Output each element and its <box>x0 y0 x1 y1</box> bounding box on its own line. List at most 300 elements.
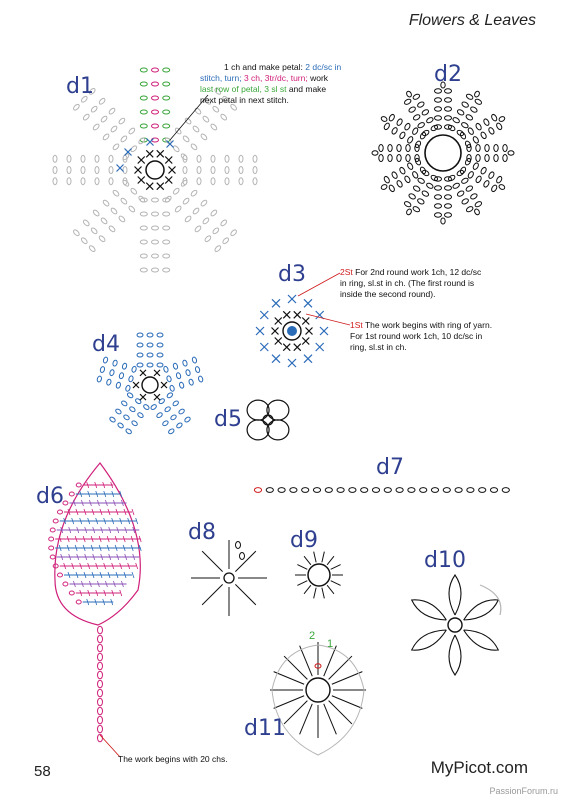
chain-stitch <box>121 400 128 407</box>
chain-stitch <box>466 206 474 213</box>
chain-stitch <box>474 98 482 105</box>
chain-stitch <box>176 422 183 429</box>
chain-stitch <box>491 184 498 192</box>
chain-stitch <box>212 227 220 235</box>
chain-stitch <box>98 626 103 634</box>
chain-stitch <box>455 488 462 493</box>
chain-stitch <box>212 105 220 113</box>
chain-stitch <box>81 155 85 162</box>
chain-stitch <box>57 573 62 577</box>
chain-stitch <box>325 488 332 493</box>
chain-stitch <box>379 145 383 152</box>
d11-row-1: 1 <box>327 638 334 650</box>
d10-petal <box>412 600 447 620</box>
chain-stitch <box>406 208 413 215</box>
chain-stitch <box>129 406 136 413</box>
stitch-post <box>274 672 304 685</box>
chain-stitch <box>476 145 480 152</box>
chain-stitch <box>380 116 387 123</box>
chain-stitch <box>53 564 58 568</box>
chain-stitch <box>115 408 122 415</box>
chain-stitch <box>125 428 132 435</box>
chain-stitch <box>184 215 192 223</box>
chain-stitch <box>408 193 416 200</box>
stitch-post <box>297 565 307 570</box>
watermark: PassionForum.ru <box>489 786 558 796</box>
chain-stitch <box>210 123 218 131</box>
ring <box>425 135 461 171</box>
stitch-post <box>132 572 134 578</box>
chain-stitch <box>490 488 497 493</box>
chain-stitch <box>53 167 57 174</box>
stitch-post <box>314 552 316 563</box>
chain-stitch <box>72 103 80 111</box>
stitch-post <box>202 584 223 605</box>
chain-stitch <box>119 372 125 379</box>
chain-stitch <box>152 226 159 230</box>
chain-stitch <box>147 343 153 347</box>
chain-stitch <box>98 716 103 724</box>
chain-stitch <box>63 582 68 586</box>
chain-stitch <box>182 197 190 205</box>
chain-stitch <box>49 546 54 550</box>
chain-stitch <box>406 90 413 97</box>
chain-stitch <box>435 116 442 120</box>
chain-stitch <box>130 187 138 195</box>
chain-stitch <box>313 488 320 493</box>
chain-stitch <box>140 240 147 244</box>
chain-stitch <box>98 662 103 670</box>
d6-pointer-line <box>100 735 120 757</box>
chain-stitch <box>106 379 112 386</box>
chain-stitch <box>81 167 85 174</box>
d11-row-2: 2 <box>309 630 316 642</box>
chain-stitch <box>118 117 126 125</box>
chain-stitch <box>467 127 474 135</box>
stitch-post <box>322 588 324 599</box>
stitch-post <box>274 696 304 709</box>
chain-stitch <box>140 124 147 128</box>
chain-stitch <box>163 124 170 128</box>
chain-stitch <box>152 82 159 86</box>
chain-stitch <box>396 488 403 493</box>
chain-stitch <box>220 113 228 121</box>
chain-stitch <box>109 155 113 162</box>
chain-stitch <box>253 167 257 174</box>
chain-stitch <box>98 635 103 643</box>
chain-stitch <box>413 114 421 121</box>
chain-stitch <box>474 90 481 97</box>
chain-stitch <box>169 385 175 392</box>
chain-stitch <box>172 187 180 195</box>
chain-stitch <box>452 182 460 189</box>
label-d8: d8 <box>188 520 216 545</box>
chain-stitch <box>406 145 410 152</box>
ring <box>142 377 158 393</box>
chain-stitch <box>408 106 416 113</box>
chain-stitch <box>170 414 177 421</box>
chain-stitch <box>98 707 103 715</box>
d10-petal <box>449 635 461 675</box>
chain-stitch <box>176 372 182 379</box>
chain-stitch <box>172 145 180 153</box>
d5-petal <box>267 420 289 440</box>
d5-petal <box>247 420 269 440</box>
chain-stitch <box>480 131 487 139</box>
chain-stitch <box>239 155 243 162</box>
chain-stitch <box>337 488 344 493</box>
chain-stitch <box>211 155 215 162</box>
chain-stitch <box>76 483 81 487</box>
chain-stitch <box>98 97 106 105</box>
chain-stitch <box>140 212 147 216</box>
chain-stitch <box>380 184 387 191</box>
chain-stitch <box>408 488 415 493</box>
stitch-post <box>284 656 307 679</box>
chain-stitch <box>383 176 390 184</box>
chain-stitch <box>435 89 442 93</box>
chain-stitch <box>452 117 460 124</box>
chain-stitch <box>152 254 159 258</box>
chain-stitch <box>479 488 486 493</box>
stitch-post <box>132 509 134 515</box>
chain-stitch <box>397 145 401 152</box>
chain-stitch <box>253 178 257 185</box>
chain-stitch <box>163 226 170 230</box>
chain-stitch <box>109 178 113 185</box>
chain-stitch <box>76 600 81 604</box>
chain-stitch <box>397 155 401 162</box>
stitch-post <box>329 656 352 679</box>
stitch-post <box>300 704 313 734</box>
chain-stitch <box>137 412 144 419</box>
chain-stitch <box>220 219 228 227</box>
chain-stitch <box>188 379 194 386</box>
chain-stitch <box>412 206 420 213</box>
chain-stitch <box>488 127 495 135</box>
chain-stitch <box>417 122 425 129</box>
ring <box>263 415 273 425</box>
chain-stitch <box>413 185 421 192</box>
chain-stitch <box>388 145 392 152</box>
chain-stitch <box>488 171 495 179</box>
chain-stitch <box>157 353 163 357</box>
d10-petal <box>464 600 499 620</box>
site-name: MyPicot.com <box>430 758 528 777</box>
chain-stitch <box>388 155 392 162</box>
d5-petal <box>267 400 289 420</box>
stitch-post <box>327 585 334 594</box>
chain-stitch <box>236 542 241 549</box>
label-d1: d1 <box>66 74 94 99</box>
d3-pointer-1st <box>306 314 350 325</box>
chain-stitch <box>163 240 170 244</box>
chain-stitch <box>100 217 108 225</box>
chain-stitch <box>412 93 420 100</box>
chain-stitch <box>361 488 368 493</box>
chain-stitch <box>470 106 478 113</box>
chain-stitch <box>197 167 201 174</box>
chain-stitch <box>290 488 297 493</box>
chain-stitch <box>112 360 118 367</box>
chain-stitch <box>214 245 222 253</box>
chain-stitch <box>407 136 414 144</box>
chain-stitch <box>399 167 406 175</box>
chain-stitch <box>445 186 452 190</box>
stitch-post <box>324 704 337 734</box>
chain-stitch <box>98 653 103 661</box>
chain-stitch <box>202 217 210 225</box>
chain-stitch <box>92 209 100 217</box>
chain-stitch <box>404 98 412 105</box>
chain-stitch <box>95 167 99 174</box>
stitch-post <box>284 701 307 724</box>
chain-stitch <box>396 180 403 188</box>
chain-stitch <box>445 213 452 217</box>
chain-stitch <box>467 171 474 179</box>
chain-stitch <box>349 488 356 493</box>
chain-stitch <box>197 155 201 162</box>
stitch-post <box>314 588 316 599</box>
chain-stitch <box>50 528 55 532</box>
stitch-post <box>331 565 341 570</box>
chain-stitch <box>102 199 110 207</box>
chain-stitch <box>399 131 406 139</box>
chain-stitch <box>183 167 187 174</box>
chain-stitch <box>388 184 395 192</box>
chain-stitch <box>441 218 445 224</box>
chain-stitch <box>102 133 110 141</box>
chain-stitch <box>156 412 163 419</box>
chain-stitch <box>240 553 245 560</box>
chain-stitch <box>466 93 474 100</box>
chain-stitch <box>163 96 170 100</box>
chain-stitch <box>49 537 54 541</box>
chain-stitch <box>168 428 175 435</box>
chain-stitch <box>108 107 116 115</box>
chain-stitch <box>391 127 398 135</box>
chain-stitch <box>198 376 204 383</box>
chain-stitch <box>498 116 505 123</box>
chain-stitch <box>445 89 452 93</box>
chain-stitch <box>467 488 474 493</box>
chain-stitch <box>81 178 85 185</box>
stitch-post <box>304 585 311 594</box>
chain-stitch <box>435 98 442 102</box>
chain-stitch <box>391 171 398 179</box>
d10-petal <box>449 575 461 615</box>
chain-stitch <box>182 135 190 143</box>
chain-stitch <box>157 343 163 347</box>
d10-diagram <box>412 575 501 675</box>
stitch-post <box>332 696 362 709</box>
chain-stitch <box>210 209 218 217</box>
d10-petal <box>464 630 499 650</box>
chain-stitch <box>98 671 103 679</box>
chain-stitch <box>157 333 163 337</box>
chain-stitch <box>123 414 130 421</box>
chain-stitch <box>138 195 146 203</box>
chain-stitch <box>163 110 170 114</box>
chain-stitch <box>112 143 120 151</box>
chain-stitch <box>202 115 210 123</box>
chain-stitch <box>53 178 57 185</box>
chain-stitch <box>426 117 434 124</box>
chain-stitch <box>476 155 480 162</box>
chain-stitch <box>140 68 147 72</box>
chain-stitch <box>95 178 99 185</box>
chain-stitch <box>470 193 478 200</box>
chain-stitch <box>421 190 429 197</box>
chain-stitch <box>109 369 115 376</box>
chain-stitch <box>138 137 146 145</box>
chain-stitch <box>164 406 171 413</box>
chain-stitch <box>82 113 90 121</box>
chain-stitch <box>131 366 137 373</box>
stitch-post <box>322 552 324 563</box>
chain-stitch <box>179 382 185 389</box>
chain-stitch <box>195 366 201 373</box>
chain-stitch <box>173 363 179 370</box>
d1-note: 1 ch and make petal: 2 dc/sc in stitch, turn; 3 ch, 3tr/dc, turn; work last row of petal, 3 sl st and make next petal in next stitch. <box>200 62 342 105</box>
d3-diagram <box>256 295 328 367</box>
label-d5: d5 <box>214 407 242 432</box>
chain-stitch <box>445 204 452 208</box>
chain-stitch <box>485 155 489 162</box>
chain-stitch <box>404 175 411 183</box>
chain-stitch <box>50 555 55 559</box>
stitch-post <box>235 584 256 605</box>
chain-stitch <box>465 185 473 192</box>
chain-stitch <box>82 219 90 227</box>
d5-diagram <box>247 400 289 440</box>
chain-stitch <box>379 155 383 162</box>
chain-stitch <box>109 416 116 423</box>
chain-stitch <box>97 376 103 383</box>
chain-stitch <box>109 167 113 174</box>
chain-stitch <box>431 488 438 493</box>
chain-stitch <box>211 178 215 185</box>
chain-stitch <box>384 488 391 493</box>
chain-stitch <box>445 116 452 120</box>
chain-stitch <box>239 178 243 185</box>
chain-stitch <box>67 155 71 162</box>
stitch-post <box>327 556 334 565</box>
chain-stitch <box>190 189 198 197</box>
chain-stitch <box>123 167 127 174</box>
chain-stitch <box>80 237 88 245</box>
chain-stitch <box>162 420 169 427</box>
chain-stitch <box>128 375 134 382</box>
chain-stitch <box>461 122 469 129</box>
chain-stitch <box>157 363 163 367</box>
chain-stitch <box>184 416 191 423</box>
chain-stitch <box>503 145 507 152</box>
stitch-post <box>331 581 341 586</box>
chain-stitch <box>230 229 238 237</box>
chain-stitch <box>225 155 229 162</box>
label-d7: d7 <box>376 455 404 480</box>
chain-stitch <box>435 186 442 190</box>
chain-stitch <box>200 133 208 141</box>
d6-note: The work begins with 20 chs. <box>118 754 228 764</box>
chain-stitch <box>152 212 159 216</box>
d5-petal <box>247 400 269 420</box>
d8-diagram <box>191 540 267 616</box>
chain-stitch <box>137 353 143 357</box>
label-d3: d3 <box>278 262 306 287</box>
chain-stitch <box>88 245 96 253</box>
chain-stitch <box>163 212 170 216</box>
chain-stitch <box>508 151 514 155</box>
chain-stitch <box>388 114 395 122</box>
chain-stitch <box>137 333 143 337</box>
chain-stitch <box>152 68 159 72</box>
chain-stitch <box>147 333 153 337</box>
chain-stitch <box>128 127 136 135</box>
chain-stitch <box>465 114 473 121</box>
chain-stitch <box>498 184 505 191</box>
chain-stitch <box>118 215 126 223</box>
chain-stitch <box>254 488 261 493</box>
stitch-post <box>332 672 362 685</box>
chain-stitch <box>407 162 414 170</box>
chain-stitch <box>421 109 429 116</box>
chain-stitch <box>100 366 106 373</box>
chain-stitch <box>122 363 128 370</box>
chain-stitch <box>192 207 200 215</box>
chain-stitch <box>143 404 150 411</box>
chain-stitch <box>125 385 131 392</box>
chain-stitch <box>383 122 390 130</box>
label-d6: d6 <box>36 484 64 509</box>
stitch-post <box>304 556 311 565</box>
chain-stitch <box>475 175 482 183</box>
label-d4: d4 <box>92 332 120 357</box>
chain-stitch <box>98 689 103 697</box>
chain-stitch <box>474 201 482 208</box>
label-d9: d9 <box>290 528 318 553</box>
label-d2: d2 <box>434 62 462 87</box>
chain-stitch <box>140 82 147 86</box>
chain-stitch <box>152 110 159 114</box>
page-number: 58 <box>34 763 51 780</box>
chain-stitch <box>117 422 124 429</box>
chain-stitch <box>372 488 379 493</box>
stitch-post <box>202 551 223 572</box>
chain-stitch <box>502 488 509 493</box>
chain-stitch <box>406 155 410 162</box>
chain-stitch <box>69 591 74 595</box>
ring <box>146 161 164 179</box>
chain-stitch <box>475 123 482 131</box>
chain-stitch <box>200 199 208 207</box>
chain-stitch <box>120 197 128 205</box>
chain-stitch <box>128 205 136 213</box>
chain-stitch <box>140 226 147 230</box>
chain-stitch <box>163 82 170 86</box>
chain-stitch <box>57 510 62 514</box>
chain-stitch <box>163 366 169 373</box>
chain-stitch <box>485 145 489 152</box>
chain-stitch <box>494 155 498 162</box>
chain-stitch <box>90 105 98 113</box>
chain-stitch <box>112 189 120 197</box>
chain-stitch <box>100 115 108 123</box>
chain-stitch <box>204 235 212 243</box>
chain-stitch <box>194 225 202 233</box>
ring <box>308 564 330 586</box>
